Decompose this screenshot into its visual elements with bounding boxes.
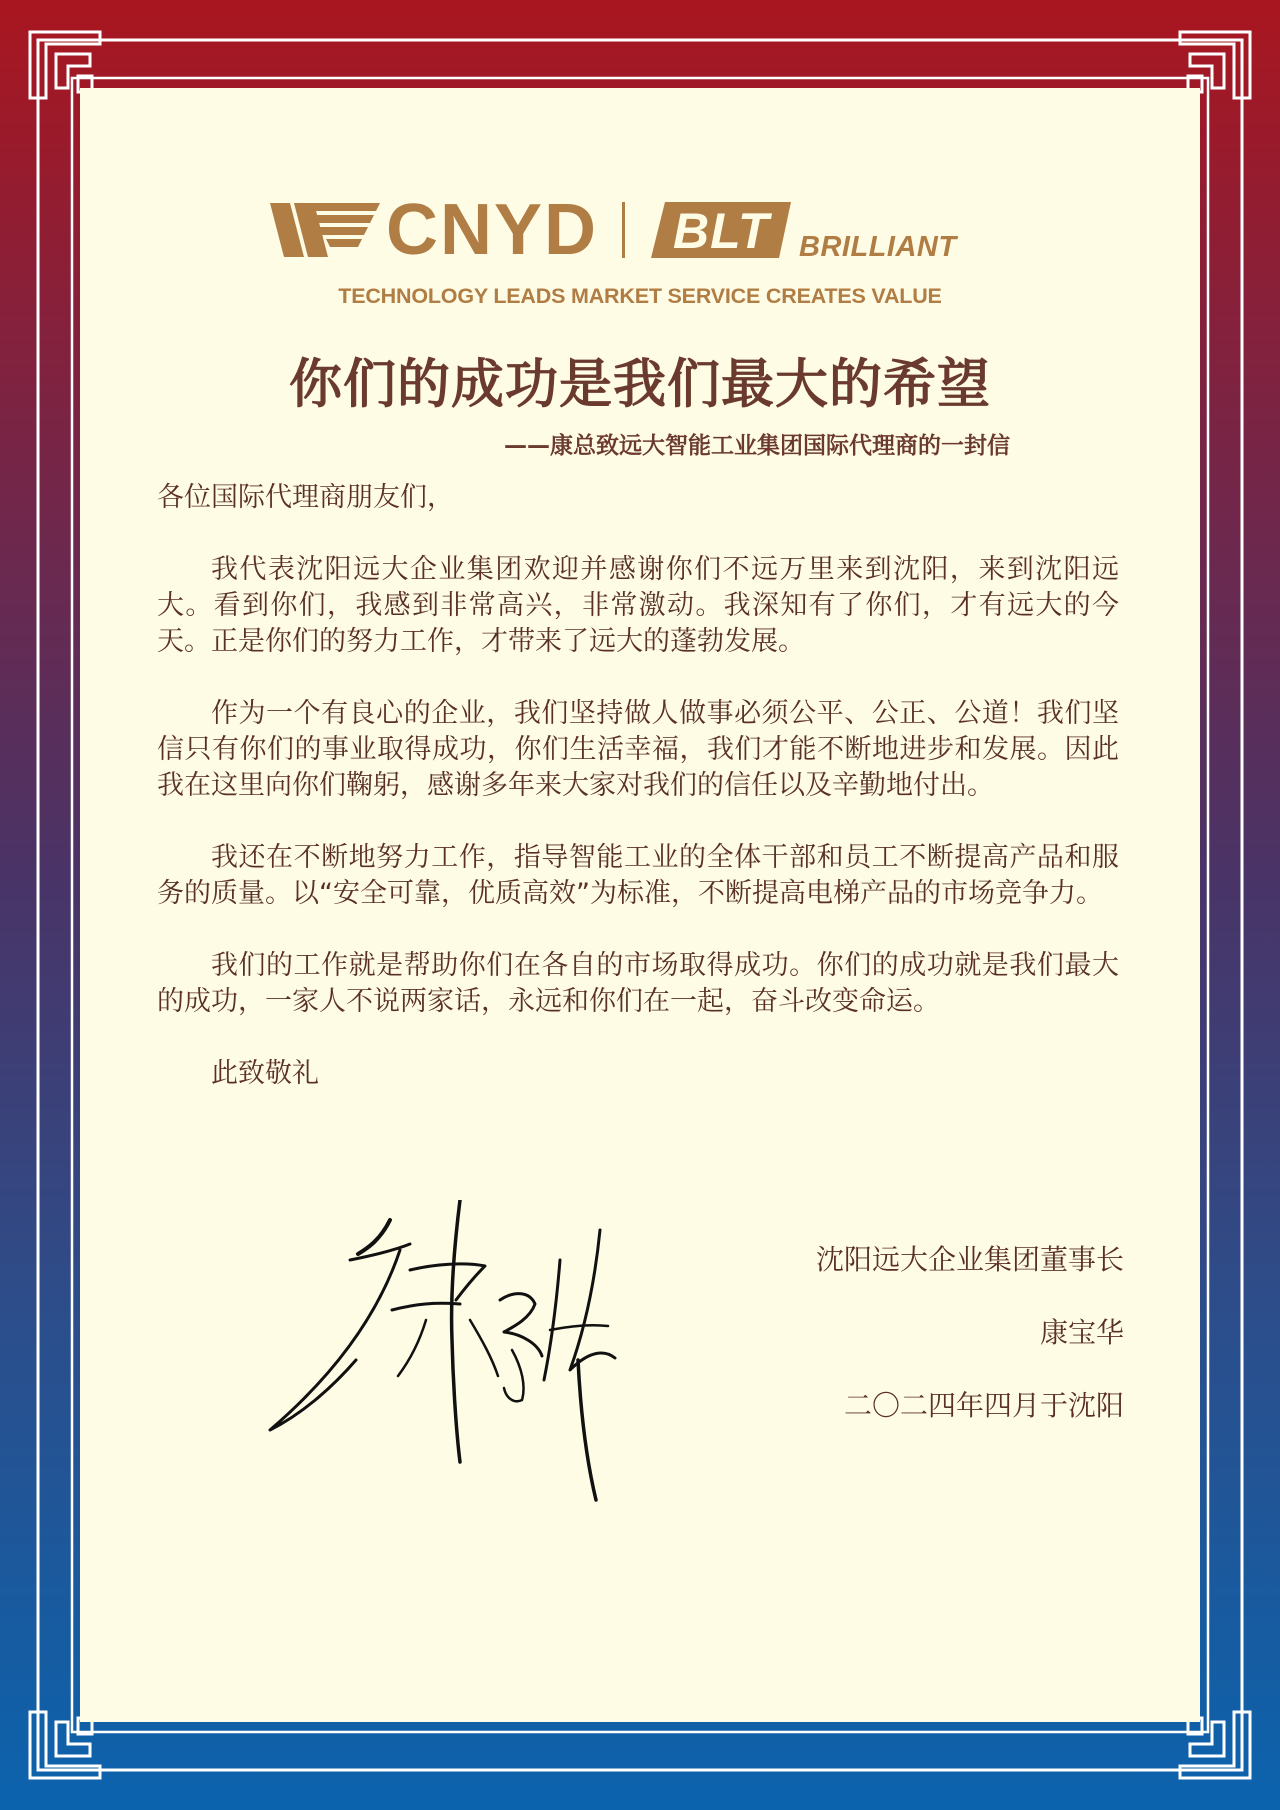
brand-blt-wordmark: BLT xyxy=(673,203,770,259)
letter-subtitle: ——康总致远大智能工业集团国际代理商的一封信 xyxy=(504,433,1010,459)
signature-block xyxy=(816,1242,1124,1461)
brand-logo-row xyxy=(270,190,957,270)
brand-brilliant-wordmark: BRILLIANT xyxy=(799,231,957,263)
letter-closing: 此致敬礼 xyxy=(211,1058,319,1089)
handwritten-signature xyxy=(260,1200,660,1510)
logo-divider xyxy=(622,202,625,258)
blt-logo-badge xyxy=(651,202,791,258)
signer-title: 沈阳远大企业集团董事长 xyxy=(815,1243,1124,1276)
letter-paragraph: 我们的工作就是帮助你们在各自的市场取得成功。你们的成功就是我们最大的成功，一家人不说两家话，永远和你们在一起，奋斗改变命运。 xyxy=(157,950,1119,1017)
brand-tagline: TECHNOLOGY LEADS MARKET SERVICE CREATES VALUE xyxy=(338,284,942,308)
letter-title: 你们的成功是我们最大的希望 xyxy=(289,354,991,415)
signer-name: 康宝华 xyxy=(1039,1316,1124,1349)
cnyd-wing-logo-icon xyxy=(270,201,380,259)
letter-paragraph: 我还在不断地努力工作，指导智能工业的全体干部和员工不断提高产品和服务的质量。以“安全可靠，优质高效”为标准，不断提高电梯产品的市场竞争力。 xyxy=(157,842,1119,909)
letter-greeting: 各位国际代理商朋友们， xyxy=(157,482,454,513)
letter-body xyxy=(157,480,1119,1092)
letter-paragraph: 作为一个有良心的企业，我们坚持做人做事必须公平、公正、公道！我们坚信只有你们的事业取得成功，你们生活幸福，我们才能不断地进步和发展。因此我在这里向你们鞠躬，感谢多年来大家对我们的信任以及辛勤地付出。 xyxy=(157,698,1119,801)
letter-date: 二〇二四年四月于沈阳 xyxy=(843,1389,1124,1422)
letter-paragraph: 我代表沈阳远大企业集团欢迎并感谢你们不远万里来到沈阳，来到沈阳远大。看到你们，我感到非常高兴，非常激动。我深知有了你们，才有远大的今天。正是你们的努力工作，才带来了远大的蓬勃发展。 xyxy=(157,554,1119,657)
brand-cnyd-wordmark: CNYD xyxy=(386,190,599,270)
